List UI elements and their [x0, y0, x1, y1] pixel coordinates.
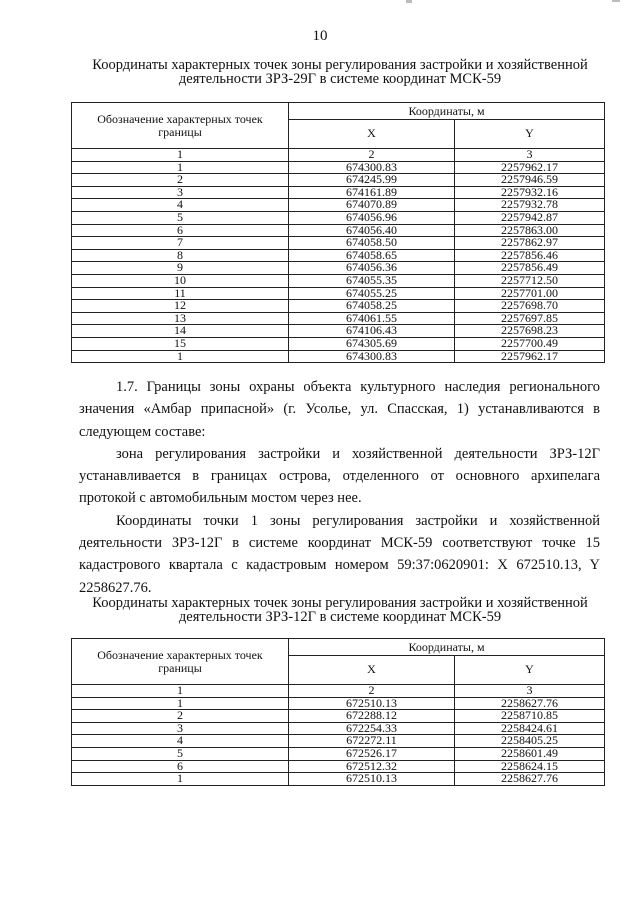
table1-header-name: Обозначение характерных точек границы	[72, 103, 289, 149]
table1-colnum: 3	[455, 149, 605, 162]
x-coordinate-cell: 672254.33	[289, 722, 455, 735]
table2-title	[70, 596, 610, 624]
paragraph-zone-description: зона регулирования застройки и хозяйственной деятельности ЗРЗ-12Г устанавливается в границах острова, отделенного от основного архипелага протокой с автомобильным мостом через нее.	[79, 445, 600, 507]
x-coordinate-cell: 672512.32	[289, 760, 455, 773]
x-coordinate-cell: 674056.96	[289, 211, 455, 224]
y-coordinate-cell: 2257700.49	[455, 337, 605, 350]
point-number-cell: 3	[72, 722, 289, 735]
table2-header-name: Обозначение характерных точек границы	[72, 639, 289, 685]
x-coordinate-cell: 674056.36	[289, 262, 455, 275]
y-coordinate-cell: 2258624.15	[455, 760, 605, 773]
table1-colnum: 1	[72, 149, 289, 162]
y-coordinate-cell: 2257942.87	[455, 211, 605, 224]
scan-edge-mark	[612, 0, 620, 2]
y-coordinate-cell: 2257856.46	[455, 249, 605, 262]
y-coordinate-cell: 2257698.23	[455, 325, 605, 338]
point-number-cell: 1	[72, 161, 289, 174]
x-coordinate-cell: 674056.40	[289, 224, 455, 237]
point-number-cell: 6	[72, 224, 289, 237]
x-coordinate-cell: 674055.25	[289, 287, 455, 300]
y-coordinate-cell: 2257701.00	[455, 287, 605, 300]
point-number-cell: 4	[72, 735, 289, 748]
y-coordinate-cell: 2258627.76	[455, 697, 605, 710]
point-number-cell: 1	[72, 350, 289, 363]
x-coordinate-cell: 674058.65	[289, 249, 455, 262]
y-coordinate-cell: 2257932.16	[455, 186, 605, 199]
y-coordinate-cell: 2257962.17	[455, 350, 605, 363]
point-number-cell: 6	[72, 760, 289, 773]
y-coordinate-cell: 2257932.78	[455, 199, 605, 212]
table1-header-x: X	[289, 120, 455, 149]
table1-header-coords: Координаты, м	[289, 103, 605, 120]
y-coordinate-cell: 2257856.49	[455, 262, 605, 275]
x-coordinate-cell: 674245.99	[289, 174, 455, 187]
y-coordinate-cell: 2257946.59	[455, 174, 605, 187]
x-coordinate-cell: 674300.83	[289, 350, 455, 363]
x-coordinate-cell: 672526.17	[289, 747, 455, 760]
body-text	[79, 376, 600, 599]
point-number-cell: 2	[72, 710, 289, 723]
y-coordinate-cell: 2257698.70	[455, 300, 605, 313]
x-coordinate-cell: 674161.89	[289, 186, 455, 199]
point-number-cell: 5	[72, 211, 289, 224]
point-number-cell: 7	[72, 237, 289, 250]
y-coordinate-cell: 2257697.85	[455, 312, 605, 325]
x-coordinate-cell: 674305.69	[289, 337, 455, 350]
point-number-cell: 13	[72, 312, 289, 325]
point-number-cell: 15	[72, 337, 289, 350]
table2-header-x: X	[289, 656, 455, 685]
y-coordinate-cell: 2257863.00	[455, 224, 605, 237]
table1-header-y: Y	[455, 120, 605, 149]
point-number-cell: 1	[72, 773, 289, 786]
table-row	[72, 350, 605, 363]
table1-title	[70, 58, 610, 86]
x-coordinate-cell: 674106.43	[289, 325, 455, 338]
x-coordinate-cell: 674300.83	[289, 161, 455, 174]
point-number-cell: 14	[72, 325, 289, 338]
point-number-cell: 4	[72, 199, 289, 212]
point-number-cell: 12	[72, 300, 289, 313]
x-coordinate-cell: 674061.55	[289, 312, 455, 325]
paragraph-1-7: 1.7. Границы зоны охраны объекта культурного наследия регионального значения «Амбар припасной» (г. Усолье, ул. Спасская, 1) устанавливаются в следующем составе:	[79, 379, 600, 440]
paragraph-point-coordinates: Координаты точки 1 зоны регулирования застройки и хозяйственной деятельности ЗРЗ-12Г в системе координат МСК-59 соответствуют точке 15 кадастрового квартала с кадастровым номером 59:37:0620901: X 672510.13, Y 2258627.76.	[79, 512, 600, 596]
y-coordinate-cell: 2258627.76	[455, 773, 605, 786]
table1-title-line1: Координаты характерных точек зоны регулирования застройки и хозяйственной	[92, 57, 588, 73]
y-coordinate-cell: 2258424.61	[455, 722, 605, 735]
y-coordinate-cell: 2258710.85	[455, 710, 605, 723]
table2-header-y: Y	[455, 656, 605, 685]
table1-coordinates	[71, 102, 605, 363]
x-coordinate-cell: 672288.12	[289, 710, 455, 723]
point-number-cell: 11	[72, 287, 289, 300]
point-number-cell: 1	[72, 697, 289, 710]
table2-colnum: 1	[72, 685, 289, 698]
x-coordinate-cell: 672272.11	[289, 735, 455, 748]
y-coordinate-cell: 2257962.17	[455, 161, 605, 174]
page-number: 10	[312, 28, 328, 44]
point-number-cell: 9	[72, 262, 289, 275]
x-coordinate-cell: 674058.25	[289, 300, 455, 313]
table-row	[72, 773, 605, 786]
point-number-cell: 3	[72, 186, 289, 199]
scan-edge-mark	[406, 0, 412, 3]
table2-coordinates	[71, 638, 605, 786]
table1-colnum: 2	[289, 149, 455, 162]
table2-header-coords: Координаты, м	[289, 639, 605, 656]
point-number-cell: 10	[72, 274, 289, 287]
y-coordinate-cell: 2257712.50	[455, 274, 605, 287]
y-coordinate-cell: 2258601.49	[455, 747, 605, 760]
x-coordinate-cell: 674058.50	[289, 237, 455, 250]
table1-title-line2: деятельности ЗРЗ-29Г в системе координат МСК-59	[178, 71, 502, 87]
x-coordinate-cell: 674070.89	[289, 199, 455, 212]
table2-colnum: 2	[289, 685, 455, 698]
x-coordinate-cell: 674055.35	[289, 274, 455, 287]
x-coordinate-cell: 672510.13	[289, 697, 455, 710]
x-coordinate-cell: 672510.13	[289, 773, 455, 786]
point-number-cell: 2	[72, 174, 289, 187]
table2-title-line1: Координаты характерных точек зоны регулирования застройки и хозяйственной	[92, 595, 588, 611]
point-number-cell: 5	[72, 747, 289, 760]
table2-title-line2: деятельности ЗРЗ-12Г в системе координат МСК-59	[178, 609, 502, 625]
y-coordinate-cell: 2258405.25	[455, 735, 605, 748]
y-coordinate-cell: 2257862.97	[455, 237, 605, 250]
table2-colnum: 3	[455, 685, 605, 698]
point-number-cell: 8	[72, 249, 289, 262]
